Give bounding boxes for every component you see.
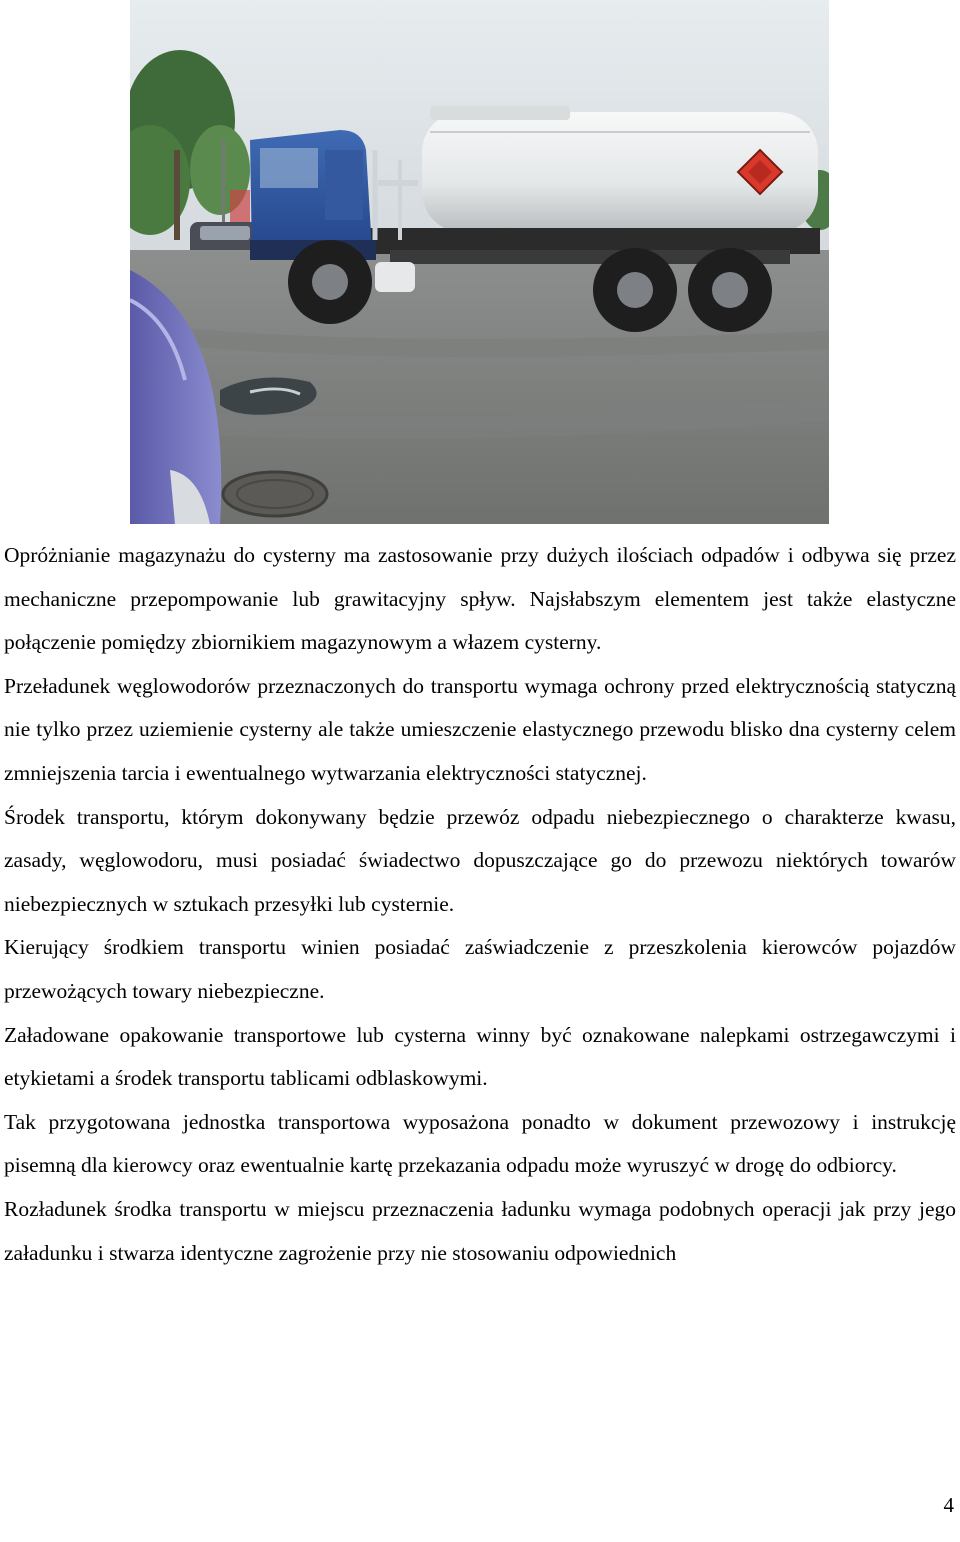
- body-text: [4, 534, 956, 1275]
- paragraph-7: Rozładunek środka transportu w miejscu przeznaczenia ładunku wymaga podobnych operacji jak przy jego załadunku i stwarza identyczne zagrożenie przy nie stosowaniu odpowiednich: [4, 1196, 956, 1265]
- paragraph-1: Opróżnianie magazynażu do cysterny ma zastosowanie przy dużych ilościach odpadów i odbywa się przez mechaniczne przepompowanie lub grawitacyjny spływ. Najsłabszym elementem jest także elastyczne połączenie pomiędzy zbiornikiem magazynowym a włazem cysterny.: [4, 543, 956, 655]
- paragraph-3: Środek transportu, którym dokonywany będzie przewóz odpadu niebezpiecznego o charakterze kwasu, zasady, węglowodoru, musi posiadać świadectwo dopuszczające go do przewozu niektórych towarów niebezpiecznych w sztukach przesyłki lub cysternie.: [4, 804, 956, 916]
- paragraph-6: Tak przygotowana jednostka transportowa wyposażona ponadto w dokument przewozowy i instrukcję pisemną dla kierowcy oraz ewentualnie kartę przekazania odpadu może wyruszyć w drogę do odbiorcy.: [4, 1109, 956, 1178]
- paragraph-2: Przeładunek węglowodorów przeznaczonych do transportu wymaga ochrony przed elektrycznością statyczną nie tylko przez uziemienie cysterny ale także umieszczenie elastycznego przewodu blisko dna cysterny celem zmniejszenia tarcia i ewentualnego wytwarzania elektryczności statycznej.: [4, 673, 956, 785]
- paragraph-5: Załadowane opakowanie transportowe lub cysterna winny być oznakowane nalepkami ostrzegawczymi i etykietami a środek transportu tablicami odblaskowymi.: [4, 1022, 956, 1091]
- tanker-tank: [422, 106, 818, 232]
- paragraph-4: Kierujący środkiem transportu winien posiadać zaświadczenie z przeszkolenia kierowców pojazdów przewożących towary niebezpieczne.: [4, 935, 956, 1003]
- tanker-truck-photo: [130, 0, 829, 524]
- page-number: 4: [943, 1493, 954, 1517]
